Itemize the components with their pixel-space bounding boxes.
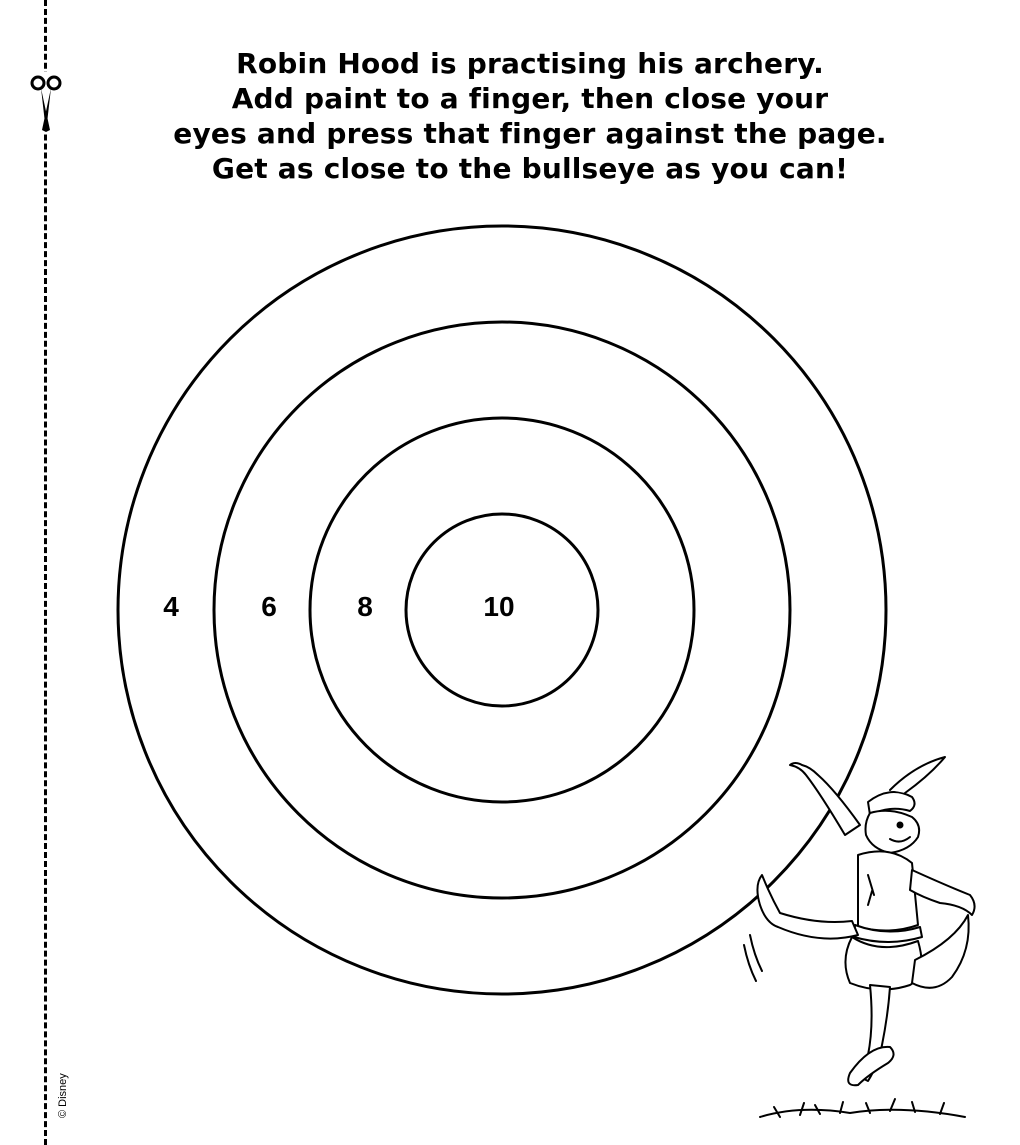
instructions-line-1: Robin Hood is practising his archery. bbox=[236, 47, 824, 80]
score-label-6: 6 bbox=[261, 591, 277, 622]
instructions-line-4: Get as close to the bullseye as you can! bbox=[211, 152, 849, 185]
instructions-line-3: eyes and press that finger against the page. bbox=[173, 117, 887, 150]
instructions-line-2: Add paint to a finger, then close your bbox=[231, 82, 829, 115]
robin-hood-fox-illustration bbox=[740, 745, 980, 1130]
score-label-10: 10 bbox=[483, 591, 515, 622]
score-label-4: 4 bbox=[163, 591, 179, 622]
copyright-notice: © Disney bbox=[57, 1073, 69, 1118]
score-label-8: 8 bbox=[357, 591, 373, 622]
